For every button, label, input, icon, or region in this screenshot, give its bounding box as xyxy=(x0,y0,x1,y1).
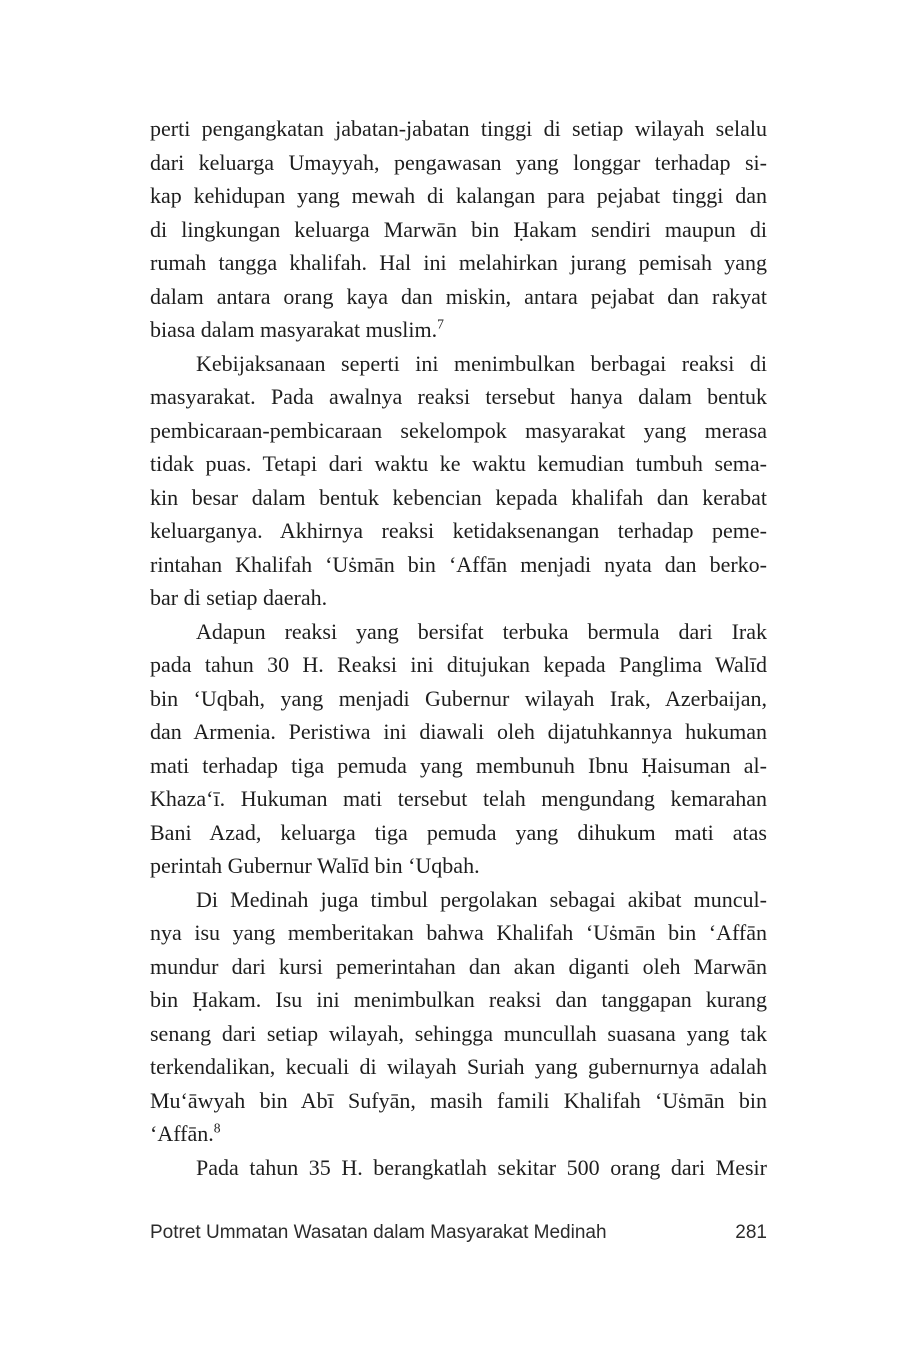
text-line-content: Bani Azad, keluarga tiga pemuda yang dihukum mati atas xyxy=(150,819,767,845)
text-line xyxy=(150,146,767,180)
text-line xyxy=(150,280,767,314)
text-line xyxy=(150,615,767,649)
text-line-content: nya isu yang memberitakan bahwa Khalifah ‘Uṡmān bin ‘Affān xyxy=(150,920,767,945)
text-line xyxy=(150,782,767,816)
text-line xyxy=(150,213,767,247)
text-line-content: pada tahun 30 H. Reaksi ini ditujukan kepada Panglima Walīd xyxy=(150,652,767,677)
text-line-content: bin Ḥakam. Isu ini menimbulkan reaksi dan tanggapan kurang xyxy=(150,987,767,1012)
text-line xyxy=(150,1084,767,1118)
text-line xyxy=(150,347,767,381)
text-line-content: Mu‘āwyah bin Abī Sufyān, masih famili Khalifah ‘Uṡmān bin xyxy=(150,1087,767,1113)
text-line-content: dalam antara orang kaya dan miskin, antara pejabat dan rakyat xyxy=(150,283,767,309)
text-line xyxy=(150,749,767,783)
text-line-content: perti pengangkatan jabatan-jabatan tinggi di setiap wilayah selalu xyxy=(150,116,767,141)
text-line-content: biasa dalam masyarakat muslim.$^7$ xyxy=(150,316,444,342)
text-line-content: pembicaraan-pembicaraan sekelompok masyarakat yang merasa xyxy=(150,417,767,443)
text-line xyxy=(150,648,767,682)
page-footer xyxy=(150,1222,767,1244)
text-line xyxy=(150,581,767,615)
text-line xyxy=(150,849,767,883)
text-line-content: dari keluarga Umayyah, pengawasan yang longgar terhadap si- xyxy=(150,149,767,175)
text-line-content: mati terhadap tiga pemuda yang membunuh Ibnu Ḥaisuman al- xyxy=(150,752,767,778)
text-line xyxy=(150,983,767,1017)
text-line-content: keluarganya. Akhirnya reaksi ketidaksenangan terhadap peme- xyxy=(150,518,767,543)
text-line xyxy=(150,313,767,347)
text-line-content: kin besar dalam bentuk kebencian kepada khalifah dan kerabat xyxy=(150,484,767,510)
text-line-content: bin ‘Uqbah, yang menjadi Gubernur wilayah Irak, Azerbaijan, xyxy=(150,685,767,711)
text-line-content: tidak puas. Tetapi dari waktu ke waktu kemudian tumbuh sema- xyxy=(150,451,767,476)
text-line-content: Adapun reaksi yang bersifat terbuka bermula dari Irak xyxy=(196,618,767,644)
text-line xyxy=(150,883,767,917)
text-line-content: ‘Affān.$^8$ xyxy=(150,1120,221,1146)
text-line xyxy=(150,715,767,749)
text-line-content: bar di setiap daerah. xyxy=(150,585,328,610)
text-line xyxy=(150,414,767,448)
text-line-content: Pada tahun 35 H. berangkatlah sekitar 500 orang dari Mesir xyxy=(196,1154,767,1180)
text-line xyxy=(150,950,767,984)
body-text xyxy=(150,112,767,1184)
text-line xyxy=(150,112,767,146)
text-line-content: dan Armenia. Peristiwa ini diawali oleh dijatuhkannya hukuman xyxy=(150,719,767,744)
text-line-content: Kebijaksanaan seperti ini menimbulkan berbagai reaksi di xyxy=(196,350,767,376)
text-line-content: perintah Gubernur Walīd bin ‘Uqbah. xyxy=(150,853,480,878)
text-line xyxy=(150,1017,767,1051)
text-line xyxy=(150,1050,767,1084)
text-line xyxy=(150,179,767,213)
text-line-content: kap kehidupan yang mewah di kalangan para pejabat tinggi dan xyxy=(150,183,767,208)
footnote-ref: 8 xyxy=(213,1120,221,1136)
text-line xyxy=(150,916,767,950)
text-line xyxy=(150,1117,767,1151)
footnote-ref: 7 xyxy=(437,316,444,332)
text-line-content: terkendalikan, kecuali di wilayah Suriah yang gubernurnya adalah xyxy=(150,1054,767,1079)
text-line xyxy=(150,514,767,548)
text-line xyxy=(150,1151,767,1185)
text-line-content: Khaza‘ī. Hukuman mati tersebut telah mengundang kemarahan xyxy=(150,786,767,811)
text-line-content: rintahan Khalifah ‘Uṡmān bin ‘Affān menjadi nyata dan berko- xyxy=(150,551,767,577)
text-line xyxy=(150,816,767,850)
text-line xyxy=(150,548,767,582)
text-line xyxy=(150,481,767,515)
text-line-content: masyarakat. Pada awalnya reaksi tersebut hanya dalam bentuk xyxy=(150,384,767,409)
text-line xyxy=(150,447,767,481)
text-line-content: rumah tangga khalifah. Hal ini melahirkan jurang pemisah yang xyxy=(150,250,767,275)
text-line-content: senang dari setiap wilayah, sehingga muncullah suasana yang tak xyxy=(150,1020,767,1046)
page-number: 281 xyxy=(735,1222,767,1243)
text-line-content: Di Medinah juga timbul pergolakan sebagai akibat muncul- xyxy=(196,886,767,912)
text-line xyxy=(150,682,767,716)
text-line-content: di lingkungan keluarga Marwān bin Ḥakam sendiri maupun di xyxy=(150,216,767,242)
text-line xyxy=(150,246,767,280)
running-title: Potret Ummatan Wasatan dalam Masyarakat Medinah xyxy=(150,1222,607,1243)
text-line-content: mundur dari kursi pemerintahan dan akan diganti oleh Marwān xyxy=(150,953,767,979)
text-line xyxy=(150,380,767,414)
